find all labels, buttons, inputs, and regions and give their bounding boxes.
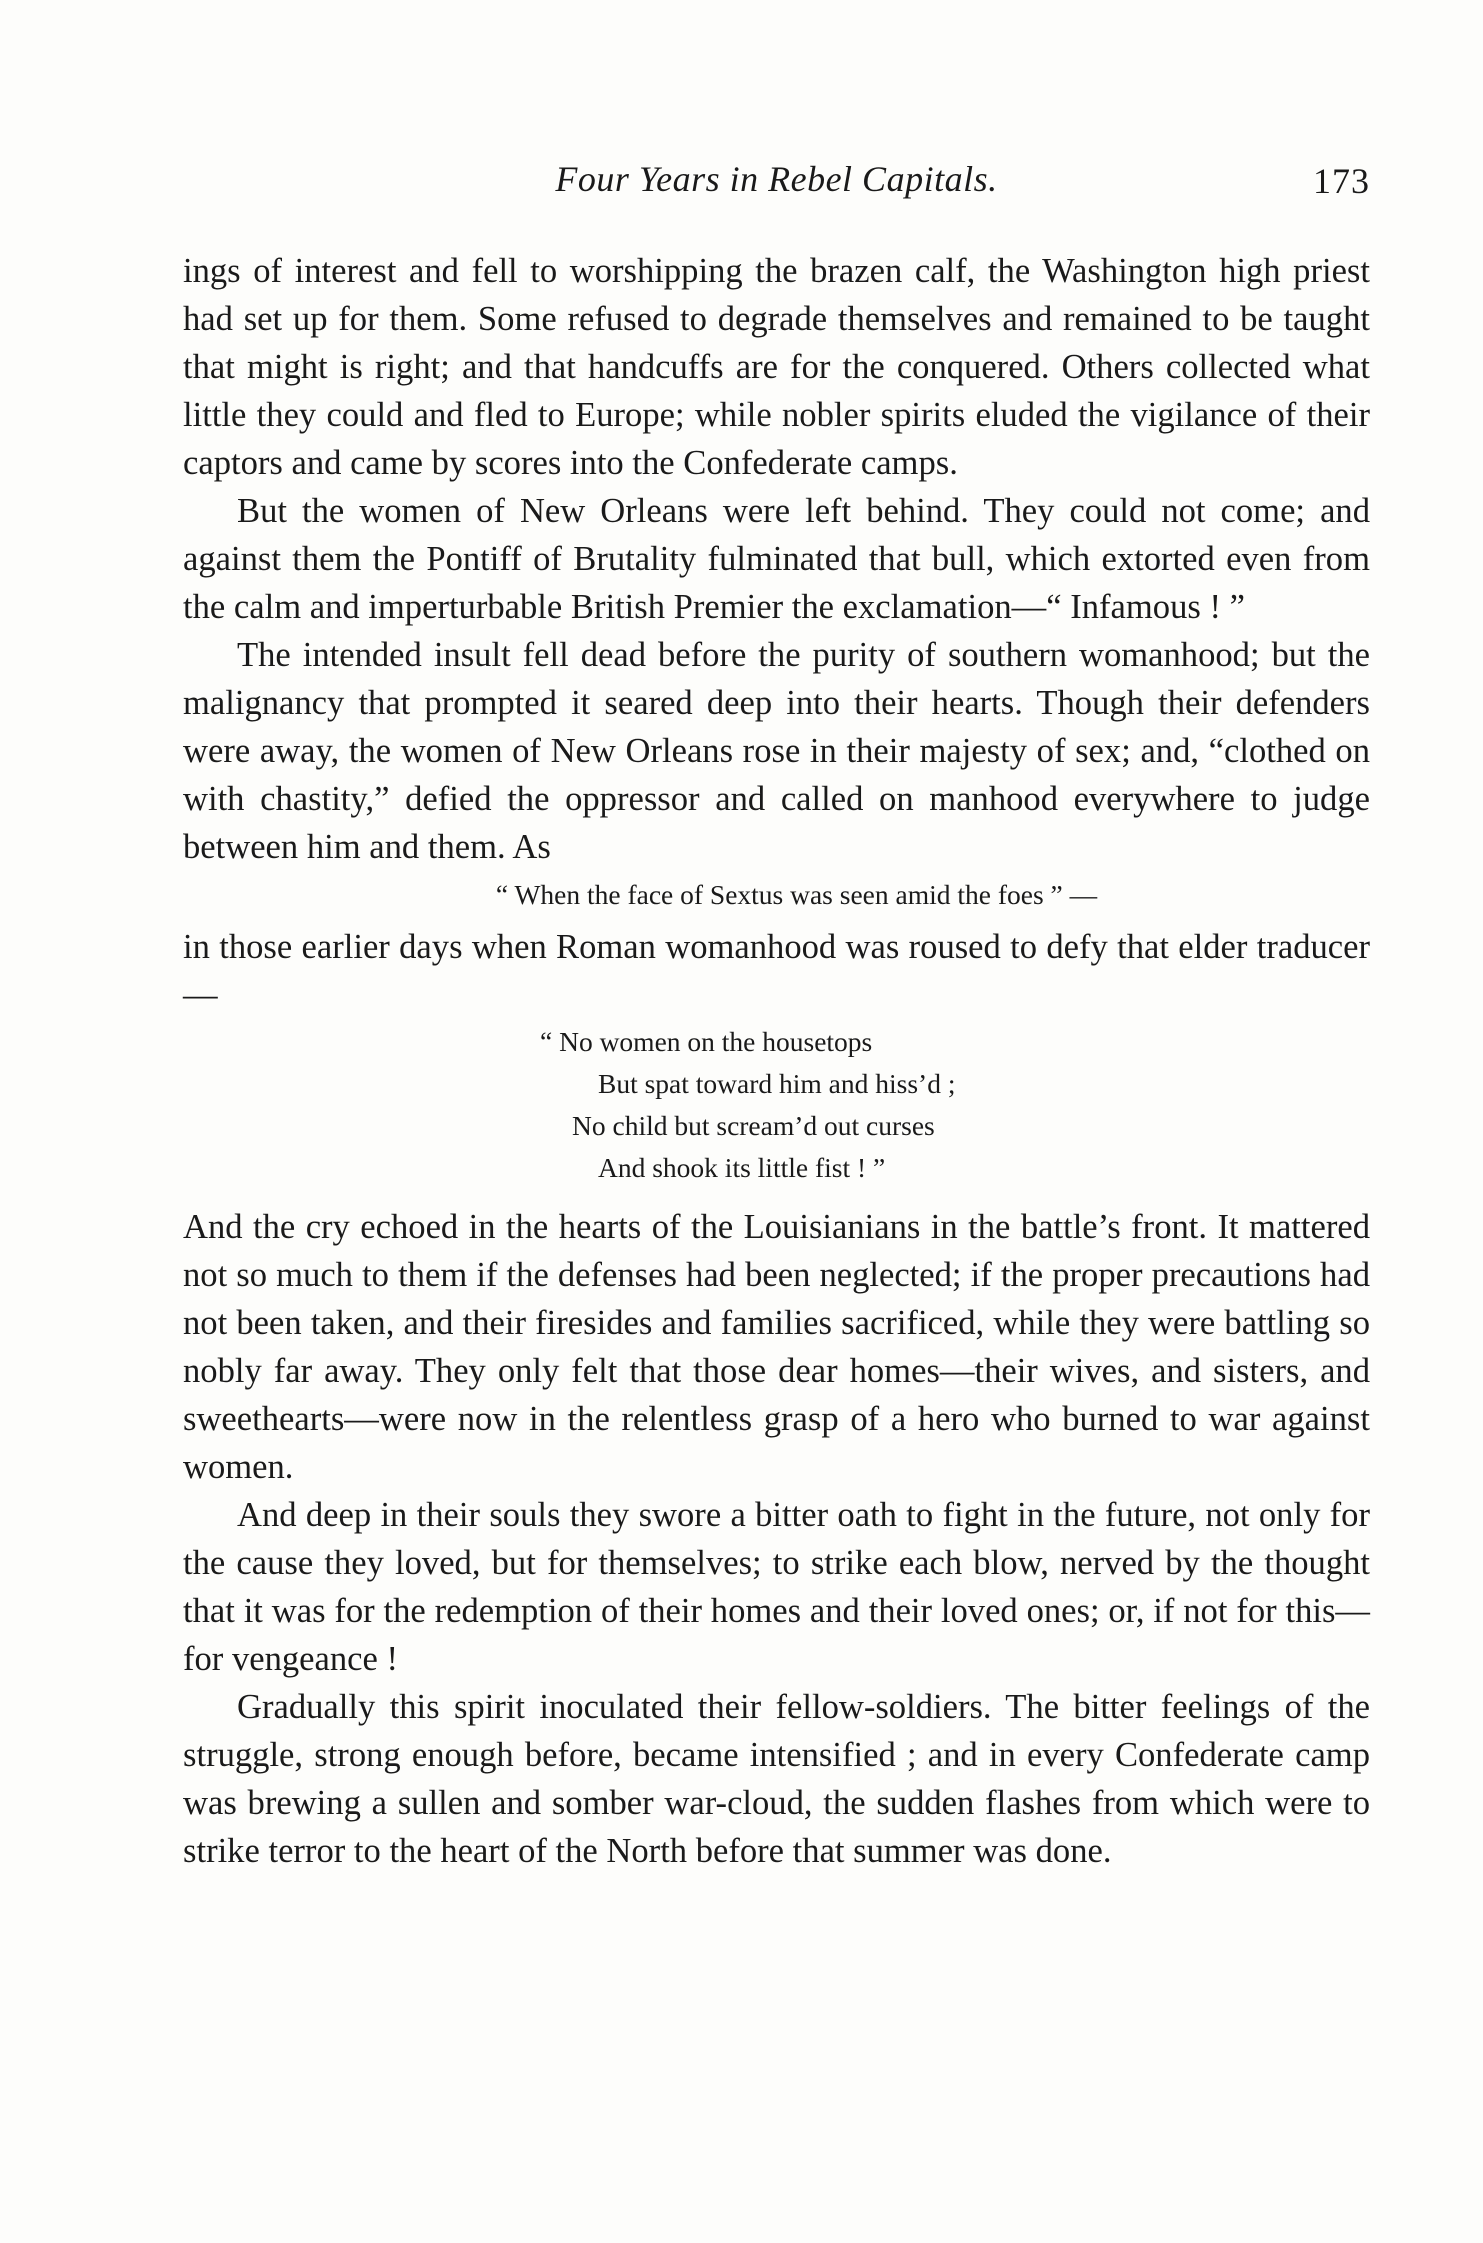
poem-line: And shook its little fist ! ” <box>598 1152 886 1183</box>
poem-stanza <box>183 1021 1370 1189</box>
running-head <box>183 158 1370 208</box>
poem-line: But spat toward him and hiss’d ; <box>598 1068 956 1099</box>
paragraph-5: And the cry echoed in the hearts of the Louisianians in the battle’s front. It mattered not so much to them if the defenses had been neglected; if the proper precautions had not been taken, and their firesides and families sacrificed, while they were battling so nobly far away. They only felt that those dear homes—their wives, and sisters, and sweethearts—were now in the relentless grasp of a hero who burned to war against women. <box>183 1208 1370 1486</box>
running-title: Four Years in Rebel Capitals. <box>555 159 998 199</box>
quoted-line-sextus: “ When the face of Sextus was seen amid the foes ” — <box>495 879 1098 910</box>
paragraph-2: But the women of New Orleans were left behind. They could not come; and against them the Pontiff of Brutality fulminated that bull, which extorted even from the calm and imperturbable British Premier the exclamation—“ Infamous ! ” <box>183 492 1370 626</box>
poem-line: “ No women on the housetops <box>540 1026 873 1057</box>
paragraph-7: Gradually this spirit inoculated their fellow-soldiers. The bitter feelings of the struggle, strong enough before, became intensified ; and in every Confederate camp was brewing a sullen and somber war-cloud, the sudden flashes from which were to strike terror to the heart of the North before that summer was done. <box>183 1688 1370 1870</box>
paragraph-3: The intended insult fell dead before the purity of southern womanhood; but the malignancy that prompted it seared deep into their hearts. Though their defenders were away, the women of New Orleans rose in their majesty of sex; and, “clothed on with chastity,” defied the oppressor and called on manhood everywhere to judge between him and them. As <box>183 636 1370 866</box>
paragraph-6: And deep in their souls they swore a bitter oath to fight in the future, not only for the cause they loved, but for themselves; to strike each blow, nerved by the thought that it was for the redemption of their homes and their loved ones; or, if not for this—for vengeance ! <box>183 1496 1370 1678</box>
paragraph-1: ings of interest and fell to worshipping the brazen calf, the Washington high priest had set up for them. Some refused to degrade themselves and remained to be taught that might is right; and that handcuffs are for the conquered. Others collected what little they could and fled to Europe; while nobler spirits eluded the vigilance of their captors and came by scores into the Confederate camps. <box>183 252 1370 482</box>
poem-line: No child but scream’d out curses <box>572 1110 935 1141</box>
body-text <box>183 247 1370 1875</box>
paragraph-4: in those earlier days when Roman womanhood was roused to defy that elder traducer— <box>183 928 1370 1014</box>
page-number: 173 <box>1313 161 1370 201</box>
